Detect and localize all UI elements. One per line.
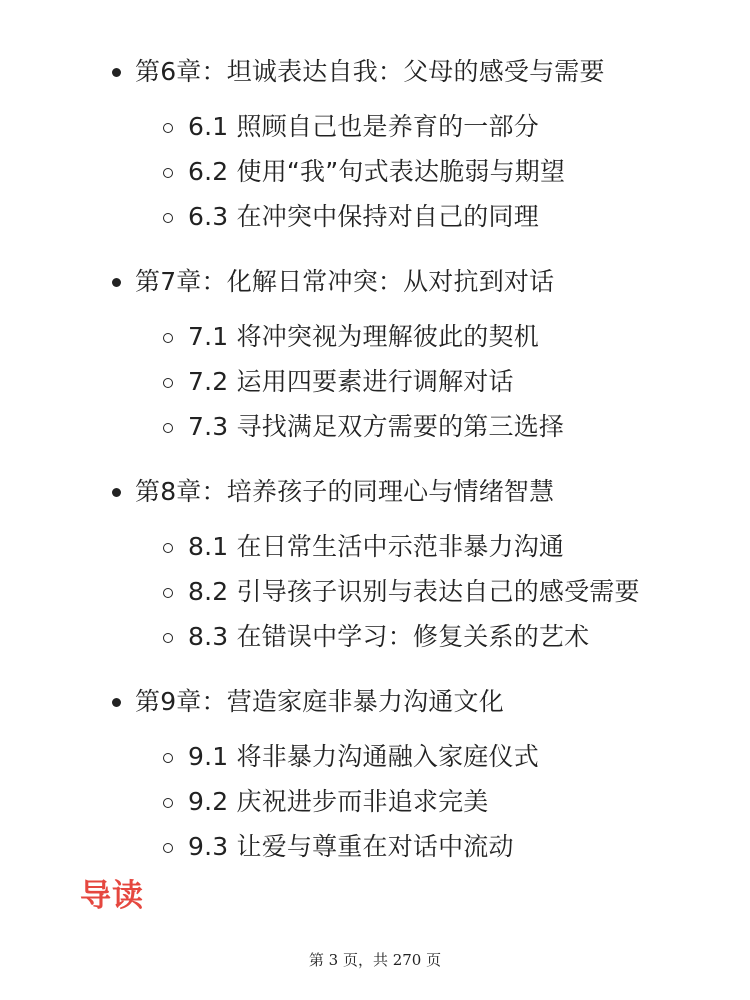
section-title: 9.1 将非暴力沟通融入家庭仪式 xyxy=(188,742,539,771)
chapter-title: 第9章：营造家庭非暴力沟通文化 xyxy=(135,687,504,716)
bullet-circle-icon xyxy=(163,633,173,643)
bullet-circle-icon xyxy=(163,798,173,808)
section-item[interactable] xyxy=(0,571,750,616)
section-item[interactable] xyxy=(0,406,750,451)
table-of-contents xyxy=(0,52,750,871)
bullet-circle-icon xyxy=(163,213,173,223)
section-item[interactable] xyxy=(0,826,750,871)
section-list xyxy=(0,526,750,661)
toc-chapter-6 xyxy=(0,52,750,241)
section-list xyxy=(0,316,750,451)
bullet-dot-icon xyxy=(112,488,121,497)
section-title: 7.1 将冲突视为理解彼此的契机 xyxy=(188,322,539,351)
section-item[interactable] xyxy=(0,526,750,571)
chapter-title: 第6章：坦诚表达自我：父母的感受与需要 xyxy=(135,57,605,86)
section-title: 8.1 在日常生活中示范非暴力沟通 xyxy=(188,532,565,561)
chapter-row[interactable] xyxy=(0,52,750,92)
section-title: 6.3 在冲突中保持对自己的同理 xyxy=(188,202,539,231)
section-item[interactable] xyxy=(0,196,750,241)
section-item[interactable] xyxy=(0,736,750,781)
toc-chapter-9 xyxy=(0,682,750,871)
bullet-circle-icon xyxy=(163,423,173,433)
chapter-row[interactable] xyxy=(0,472,750,512)
section-title: 8.3 在错误中学习：修复关系的艺术 xyxy=(188,622,590,651)
toc-chapter-8 xyxy=(0,472,750,661)
section-item[interactable] xyxy=(0,361,750,406)
section-title: 7.3 寻找满足双方需要的第三选择 xyxy=(188,412,565,441)
section-list xyxy=(0,106,750,241)
chapter-row[interactable] xyxy=(0,682,750,722)
section-item[interactable] xyxy=(0,616,750,661)
bullet-circle-icon xyxy=(163,843,173,853)
toc-chapter-7 xyxy=(0,262,750,451)
section-title: 6.1 照顾自己也是养育的一部分 xyxy=(188,112,539,141)
bullet-dot-icon xyxy=(112,278,121,287)
bullet-circle-icon xyxy=(163,753,173,763)
section-heading: 导读 xyxy=(80,878,144,914)
section-item[interactable] xyxy=(0,151,750,196)
bullet-circle-icon xyxy=(163,543,173,553)
section-title: 9.2 庆祝进步而非追求完美 xyxy=(188,787,489,816)
bullet-circle-icon xyxy=(163,123,173,133)
section-title: 9.3 让爱与尊重在对话中流动 xyxy=(188,832,514,861)
bullet-dot-icon xyxy=(112,68,121,77)
chapter-row[interactable] xyxy=(0,262,750,302)
chapter-title: 第7章：化解日常冲突：从对抗到对话 xyxy=(135,267,555,296)
chapter-title: 第8章：培养孩子的同理心与情绪智慧 xyxy=(135,477,555,506)
page-footer: 第 3 页，共 270 页 xyxy=(308,951,442,969)
section-list xyxy=(0,736,750,871)
bullet-circle-icon xyxy=(163,168,173,178)
section-item[interactable] xyxy=(0,781,750,826)
section-item[interactable] xyxy=(0,316,750,361)
bullet-circle-icon xyxy=(163,333,173,343)
section-title: 8.2 引导孩子识别与表达自己的感受需要 xyxy=(188,577,640,606)
bullet-circle-icon xyxy=(163,378,173,388)
bullet-circle-icon xyxy=(163,588,173,598)
section-title: 6.2 使用“我”句式表达脆弱与期望 xyxy=(188,157,566,186)
section-title: 7.2 运用四要素进行调解对话 xyxy=(188,367,514,396)
section-item[interactable] xyxy=(0,106,750,151)
bullet-dot-icon xyxy=(112,698,121,707)
